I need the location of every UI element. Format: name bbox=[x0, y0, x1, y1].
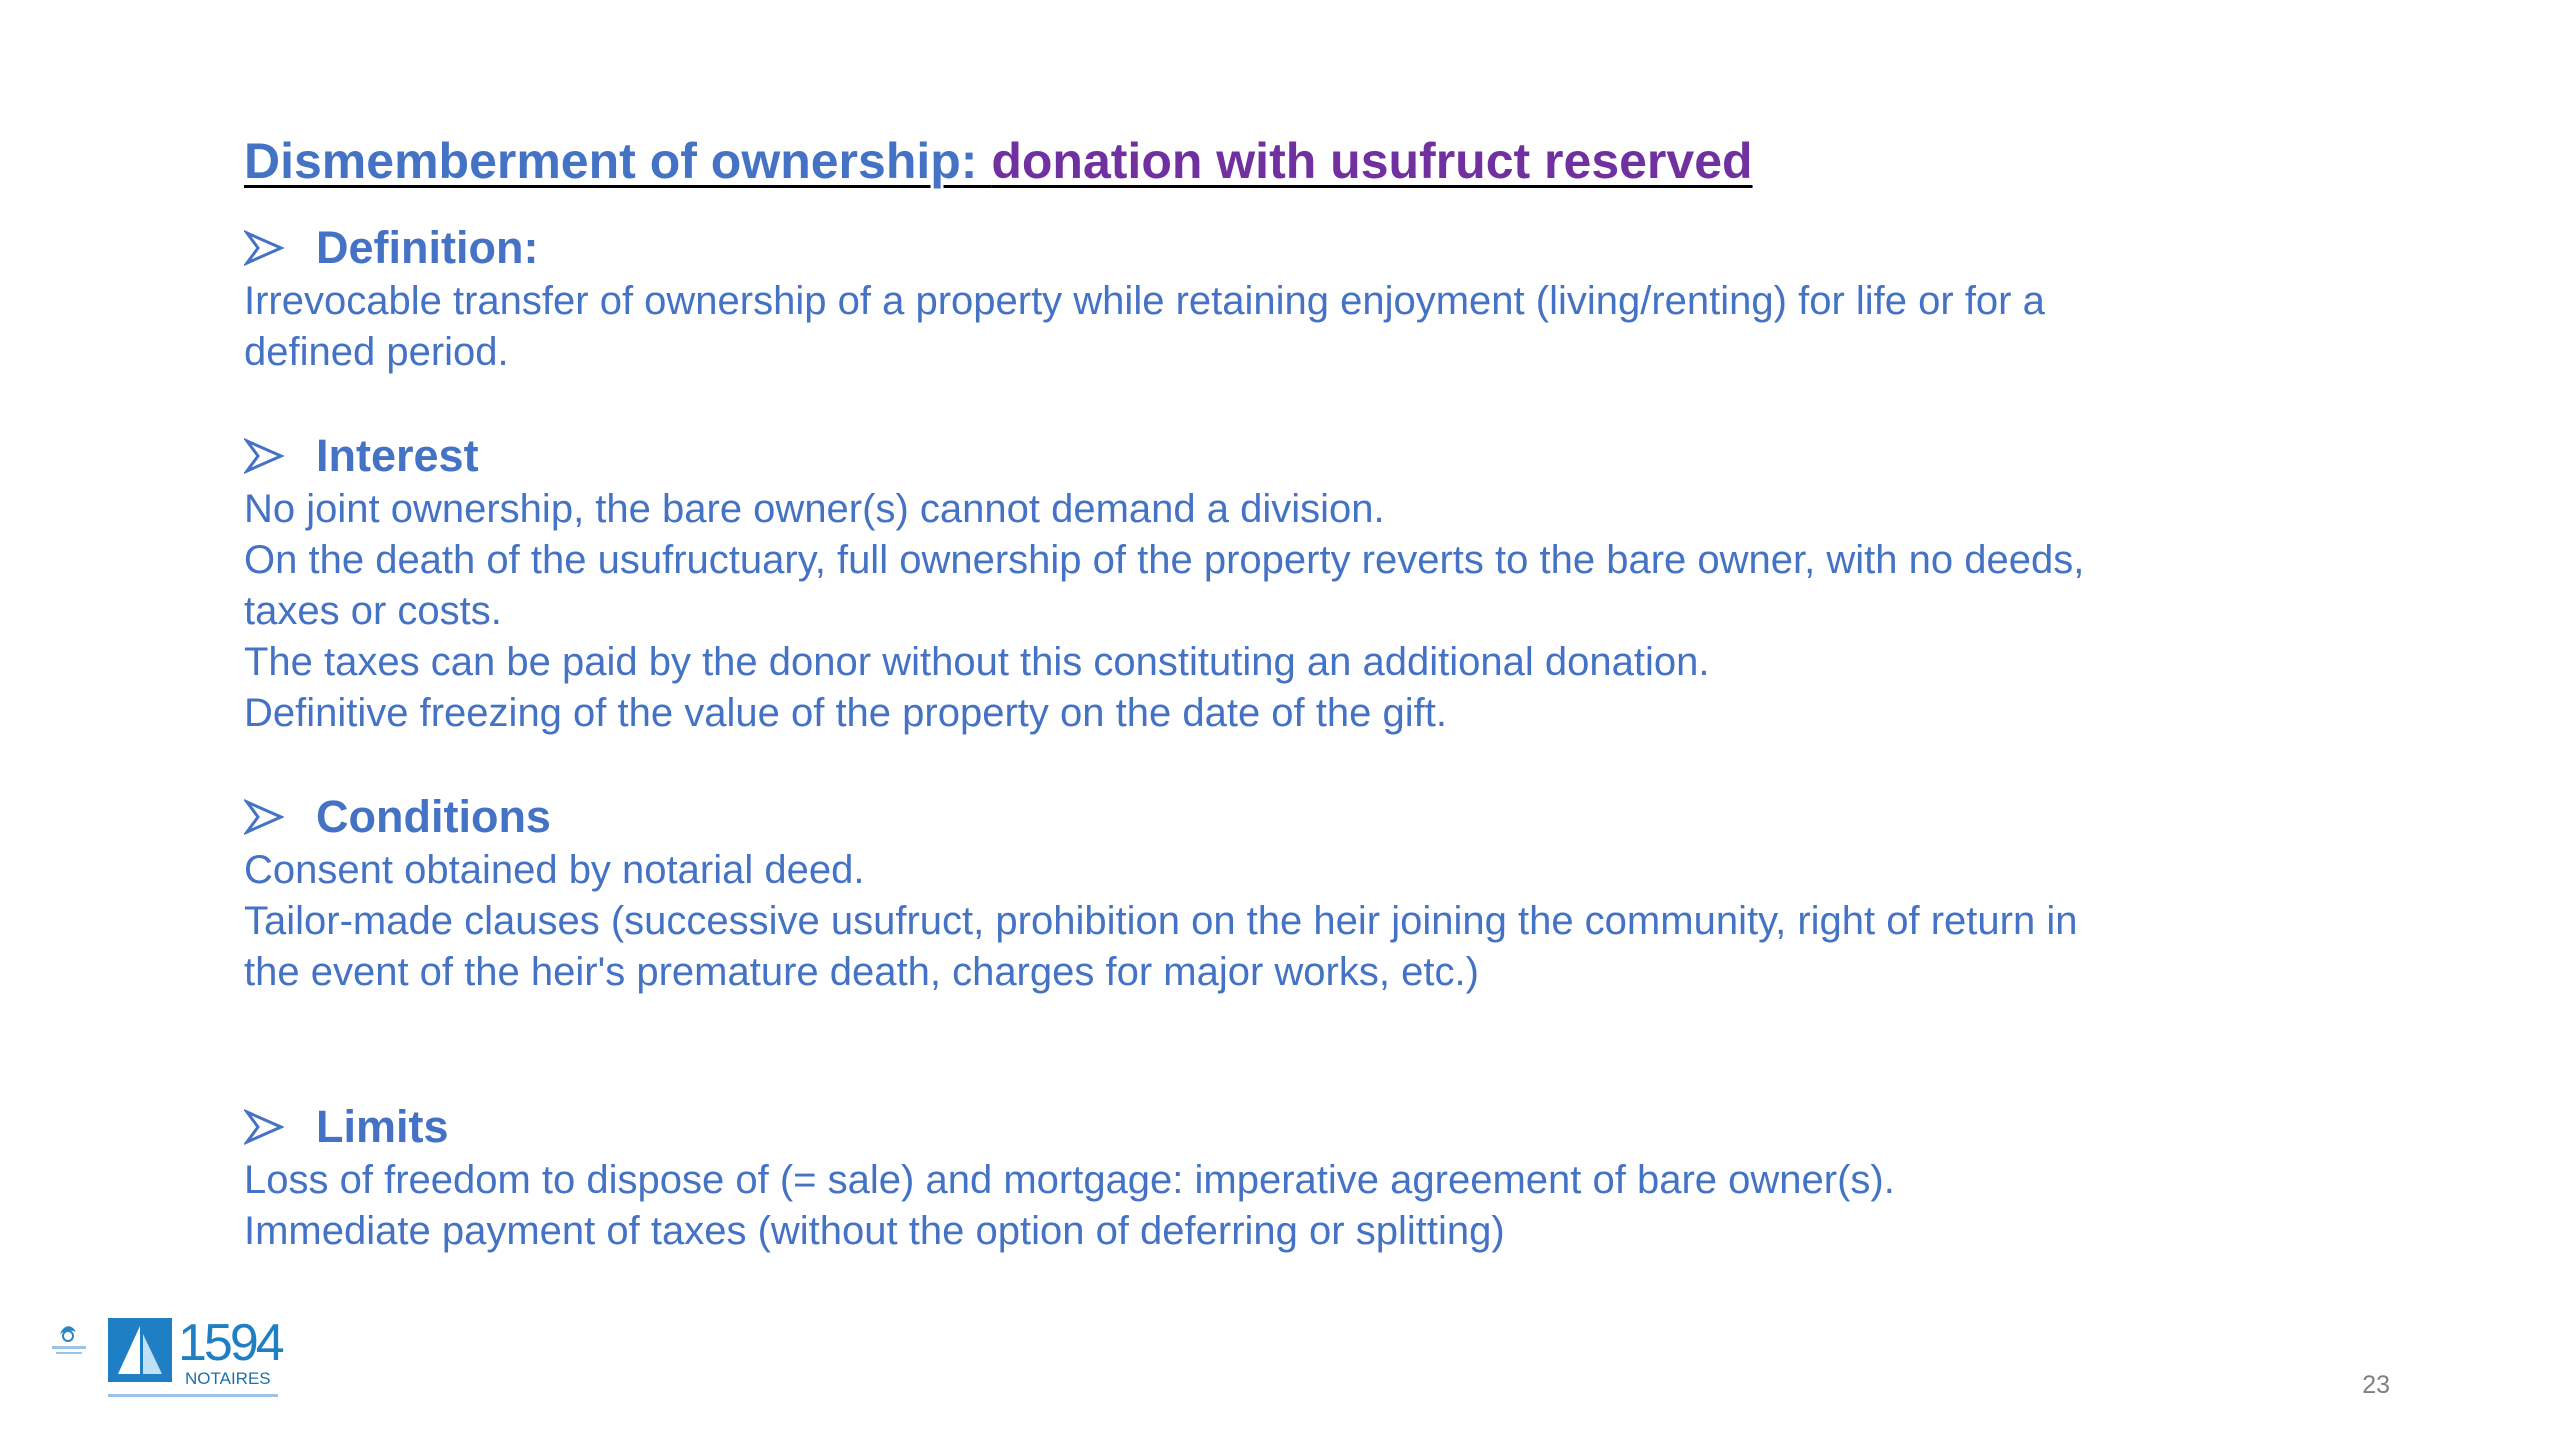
notaires-de-france-emblem-icon bbox=[52, 1326, 86, 1354]
body-line: Loss of freedom to dispose of (= sale) and mortgage: imperative agreement of bare owner(s). bbox=[244, 1158, 1895, 1202]
body-line: defined period. bbox=[244, 330, 509, 374]
body-line: the event of the heir's premature death, charges for major works, etc.) bbox=[244, 950, 1479, 994]
slide-title-part1: Dismemberment of ownership: bbox=[244, 133, 992, 189]
body-line: Consent obtained by notarial deed. bbox=[244, 848, 865, 892]
section-heading bbox=[244, 1099, 2484, 1155]
section-heading-text: Definition: bbox=[316, 222, 539, 273]
body-line: On the death of the usufructuary, full ownership of the property reverts to the bare owner, with no deeds, bbox=[244, 538, 2085, 582]
logo-label: NOTAIRES bbox=[185, 1369, 271, 1388]
notaires-logo bbox=[48, 1312, 288, 1402]
section-definition bbox=[244, 220, 2484, 378]
section-interest bbox=[244, 428, 2484, 739]
body-line: Immediate payment of taxes (without the option of deferring or splitting) bbox=[244, 1209, 1505, 1253]
section-heading bbox=[244, 220, 2484, 276]
arrowhead-bullet-icon bbox=[244, 799, 284, 835]
section-heading bbox=[244, 428, 2484, 484]
body-line: Tailor-made clauses (successive usufruct, prohibition on the heir joining the community, right of return in bbox=[244, 899, 2078, 943]
logo-names-strip bbox=[108, 1394, 278, 1397]
page-number: 23 bbox=[2362, 1371, 2390, 1399]
body-line: The taxes can be paid by the donor without this constituting an additional donation. bbox=[244, 640, 1710, 684]
section-limits bbox=[244, 1099, 2484, 1257]
body-line: Irrevocable transfer of ownership of a property while retaining enjoyment (living/renting) for life or for a bbox=[244, 279, 2045, 323]
body-line: Definitive freezing of the value of the property on the date of the gift. bbox=[244, 691, 1447, 735]
slide-title bbox=[244, 132, 1753, 190]
body-line: No joint ownership, the bare owner(s) cannot demand a division. bbox=[244, 487, 1385, 531]
arrowhead-bullet-icon bbox=[244, 438, 284, 474]
arrowhead-bullet-icon bbox=[244, 230, 284, 266]
section-heading-text: Interest bbox=[316, 430, 479, 481]
section-heading-text: Conditions bbox=[316, 791, 551, 842]
arrowhead-bullet-icon bbox=[244, 1109, 284, 1145]
slide-title-part2: donation with usufruct reserved bbox=[991, 133, 1753, 189]
section-heading-text: Limits bbox=[316, 1101, 449, 1152]
section-conditions bbox=[244, 789, 2484, 998]
section-heading bbox=[244, 789, 2484, 845]
logo-number: 1594 bbox=[178, 1314, 282, 1372]
body-line: taxes or costs. bbox=[244, 589, 502, 633]
